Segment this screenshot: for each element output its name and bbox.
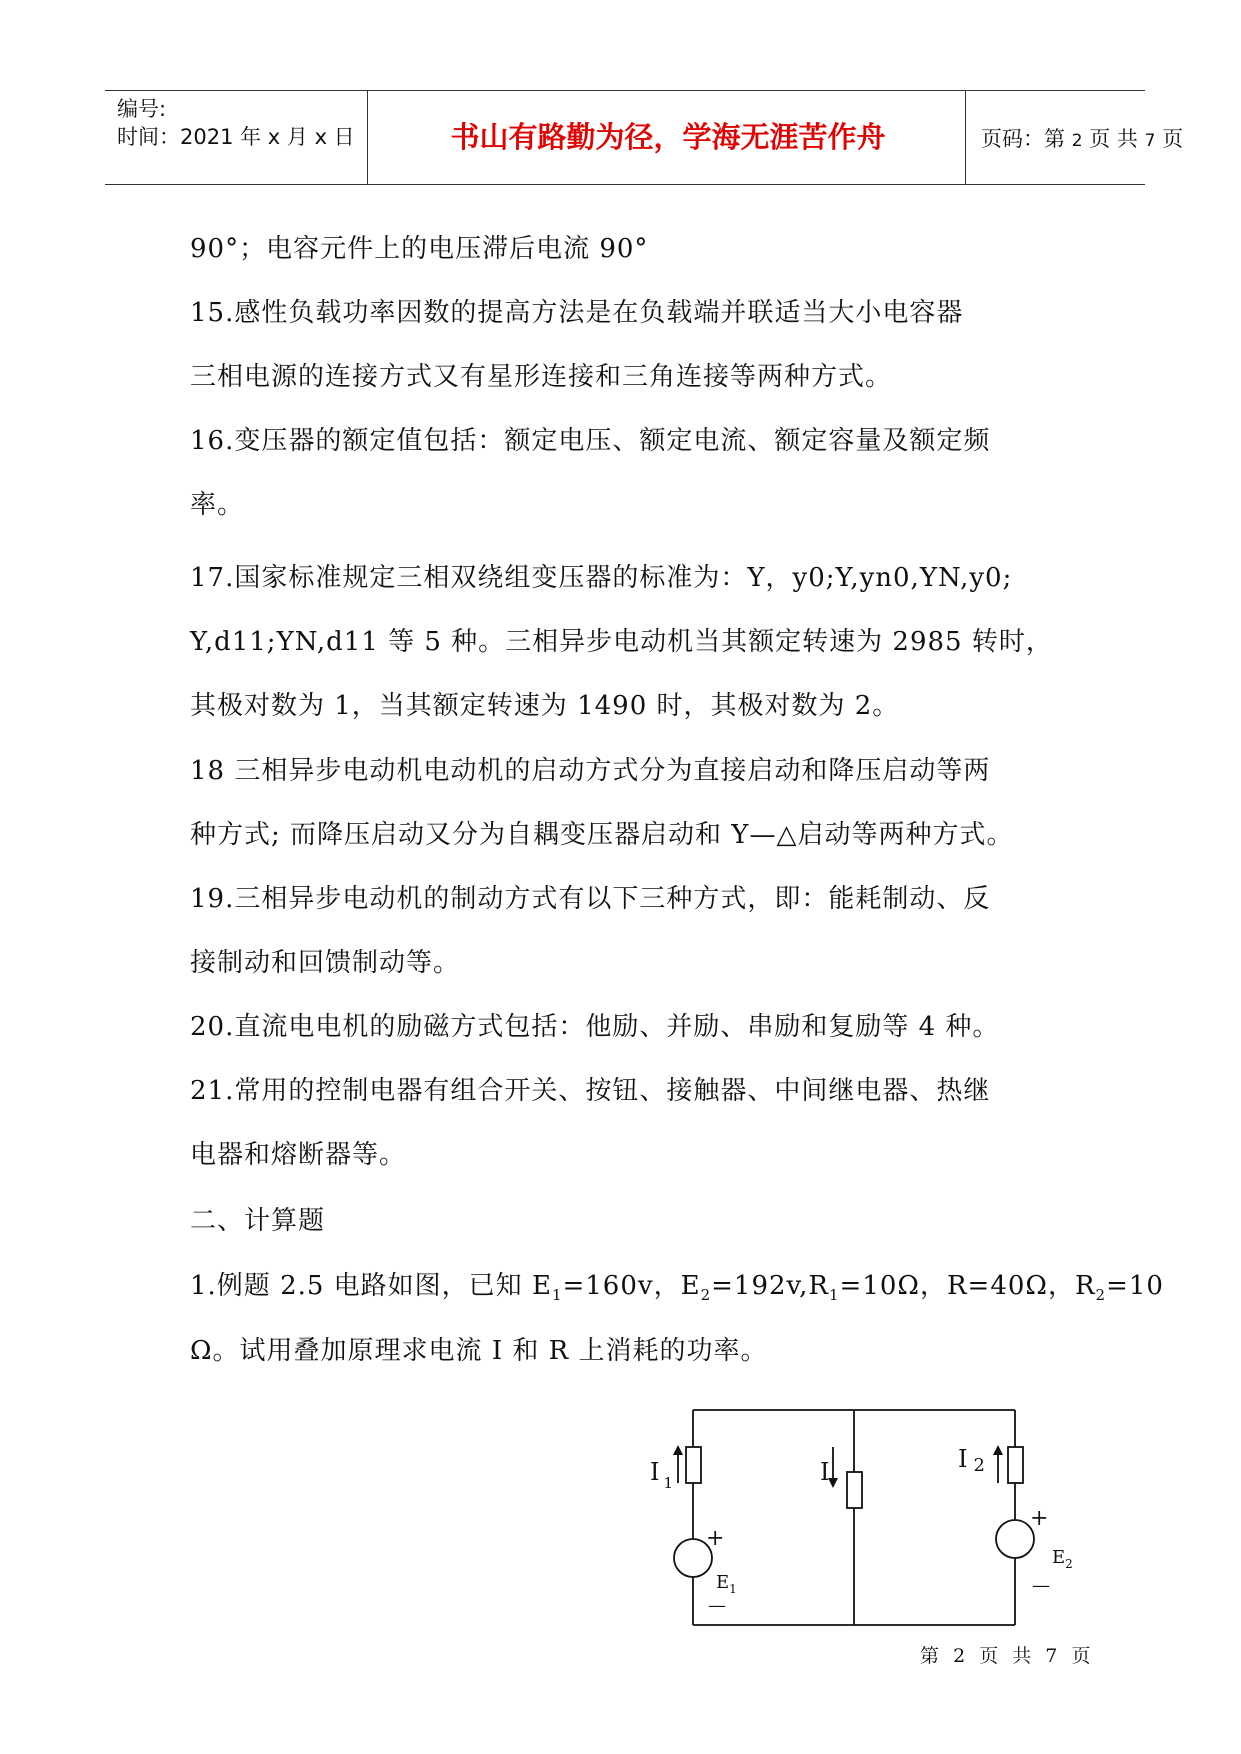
- subscript: 2: [700, 1286, 712, 1305]
- circuit-diagram: [620, 1395, 1080, 1640]
- text-line: 种方式; 而降压启动又分为自耦变压器启动和 Y—△启动等两种方式。: [190, 820, 1014, 850]
- problem-line-1: [190, 1265, 1164, 1304]
- e1-minus: —: [708, 1595, 726, 1616]
- arrow-i2-head: [993, 1445, 1003, 1455]
- resistor-r: [847, 1472, 862, 1508]
- e1-plus: +: [706, 1526, 725, 1551]
- label-e1: $E_1$: [716, 1572, 737, 1596]
- header-divider-right: [965, 91, 966, 184]
- source-e2: [996, 1520, 1034, 1558]
- resistor-r2: [1008, 1447, 1023, 1483]
- header-page-info: [981, 123, 1183, 153]
- subscript: 1: [828, 1286, 840, 1305]
- text-line: 接制动和回馈制动等。: [190, 948, 461, 978]
- label-e2: $E_2$: [1052, 1547, 1073, 1571]
- e2-minus: —: [1032, 1575, 1050, 1596]
- footer-text: 页 共: [979, 1645, 1036, 1667]
- document-time-label: 时间：2021 年 x 月 x 日: [117, 125, 355, 149]
- text-line: 19.三相异步电动机的制动方式有以下三种方式，即：能耗制动、反: [190, 884, 991, 914]
- text-line: 16.变压器的额定值包括：额定电压、额定电流、额定容量及额定频: [190, 426, 991, 456]
- text-line: Y,d11;YN,d11 等 5 种。三相异步电动机当其额定转速为 2985 转时，: [190, 627, 1053, 657]
- footer-total: 7: [1045, 1645, 1062, 1667]
- problem-text: 1.例题 2.5 电路如图，已知 E: [190, 1271, 552, 1301]
- problem-text: =192v,R: [711, 1271, 829, 1301]
- page-total: 7: [1144, 131, 1156, 151]
- problem-text: =10Ω，R=40Ω，R: [839, 1271, 1096, 1301]
- footer-text: 页: [1071, 1645, 1095, 1667]
- text-line: 其极对数为 1，当其额定转速为 1490 时，其极对数为 2。: [190, 691, 900, 721]
- text-line: 电器和熔断器等。: [190, 1140, 407, 1170]
- page-label: 页码：第: [981, 127, 1065, 151]
- subscript: 1: [551, 1286, 563, 1305]
- problem-line-2: Ω。试用叠加原理求电流 I 和 R 上消耗的功率。: [190, 1336, 768, 1366]
- subscript: 2: [1095, 1286, 1107, 1305]
- page-label-end: 页: [1162, 127, 1184, 151]
- text-line: 三相电源的连接方式又有星形连接和三角连接等两种方式。: [190, 362, 893, 392]
- footer-text: 第: [920, 1645, 944, 1667]
- label-i2: I 2: [958, 1445, 985, 1476]
- problem-text: =160v，E: [562, 1271, 701, 1301]
- label-i1: I $_1$: [650, 1458, 674, 1492]
- text-line: 20.直流电电机的励磁方式包括：他励、并励、串励和复励等 4 种。: [190, 1012, 1000, 1042]
- resistor-r1: [686, 1447, 701, 1483]
- page-header: [105, 90, 1184, 185]
- text-line: 17.国家标准规定三相双绕组变压器的标准为：Y，y0;Y,yn0,YN,y0;: [190, 563, 1013, 593]
- section-heading: 二、计算题: [190, 1206, 326, 1236]
- e2-plus: +: [1030, 1506, 1049, 1531]
- text-line: 18 三相异步电动机电动机的启动方式分为直接启动和降压启动等两: [190, 756, 991, 786]
- text-line: 90°；电容元件上的电压滞后电流 90°: [190, 234, 649, 264]
- page-number: 2: [1071, 131, 1083, 151]
- text-line: 15.感性负载功率因数的提高方法是在负载端并联适当大小电容器: [190, 298, 964, 328]
- text-line: 率。: [190, 490, 245, 520]
- arrow-i1-head: [673, 1445, 683, 1455]
- page-footer: [920, 1641, 1094, 1668]
- header-meta: [117, 95, 367, 151]
- header-motto: 书山有路勤为径，学海无涯苦作舟: [450, 120, 886, 154]
- problem-text: =10: [1106, 1271, 1164, 1301]
- arrow-i-head: [828, 1478, 838, 1488]
- text-line: 21.常用的控制电器有组合开关、按钮、接触器、中间继电器、热继: [190, 1076, 991, 1106]
- footer-page: 2: [953, 1645, 970, 1667]
- label-i: I: [820, 1458, 830, 1486]
- page-label-mid: 页 共: [1089, 127, 1138, 151]
- header-divider-left: [367, 91, 368, 184]
- document-number-label: 编号:: [117, 97, 167, 121]
